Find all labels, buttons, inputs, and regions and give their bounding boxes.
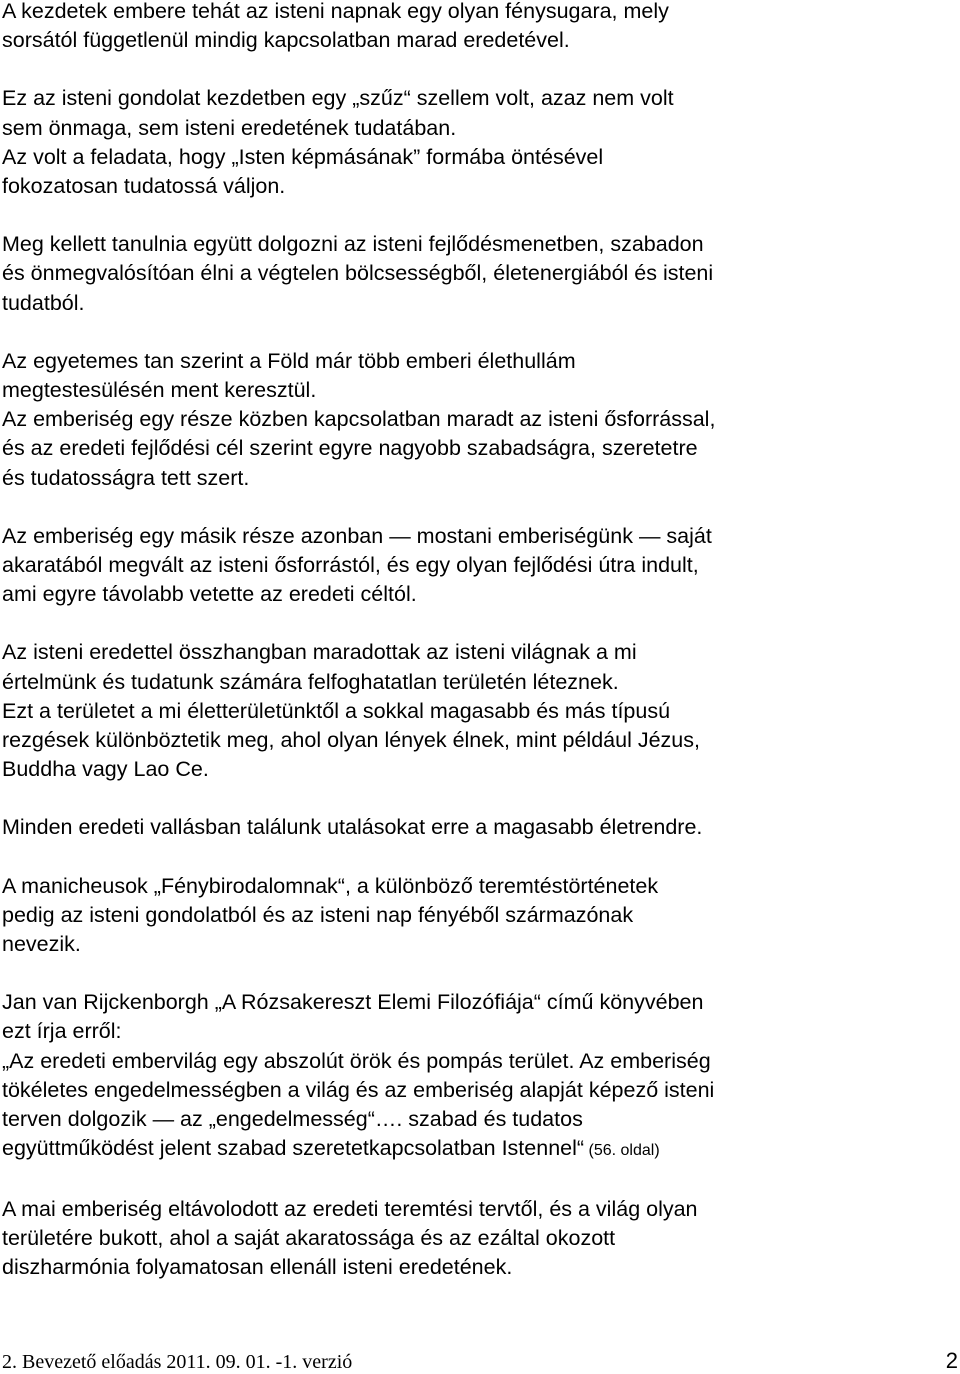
text-line: területére bukott, ahol a saját akaratossága és az ezáltal okozott xyxy=(2,1225,616,1250)
text-line: A mai emberiség eltávolodott az eredeti teremtési tervtől, és a világ olyan xyxy=(2,1196,698,1221)
text-line: és önmegvalósítóan élni a végtelen bölcsességből, életenergiából és isteni xyxy=(2,261,714,286)
text-line: Az volt a feladata, hogy „Isten képmásának” formába öntésével xyxy=(2,144,604,169)
text-line: fokozatosan tudatossá váljon. xyxy=(2,174,286,199)
text-line: Az isteni eredettel összhangban maradottak az isteni világnak a mi xyxy=(2,640,637,665)
page-number: 2 xyxy=(945,1348,958,1373)
page-citation: (56. oldal) xyxy=(584,1142,660,1160)
paragraph-9-quote xyxy=(2,988,952,1165)
footer-version-label: 2. Bevezető előadás 2011. 09. 01. -1. verzió xyxy=(2,1351,353,1373)
text-line: ezt írja erről: xyxy=(2,1019,122,1044)
text-line: Az egyetemes tan szerint a Föld már több emberi élethullám xyxy=(2,348,576,373)
text-line: és tudatosságra tett szert. xyxy=(2,465,250,490)
text-line: „Az eredeti embervilág egy abszolút örök és pompás terület. Az emberiség xyxy=(2,1048,711,1073)
text-line: diszharmónia folyamatosan ellenáll isteni eredetének. xyxy=(2,1254,513,1279)
text-line: Meg kellett tanulnia együtt dolgozni az isteni fejlődésmenetben, szabadon xyxy=(2,232,704,257)
paragraph-1 xyxy=(2,0,952,55)
quote-end-text: együttműködést jelent szabad szeretetkapcsolatban Istennel“ xyxy=(2,1136,585,1161)
text-line: rezgések különböztetik meg, ahol olyan lények élnek, mint például Jézus, xyxy=(2,728,700,753)
paragraph-2 xyxy=(2,84,952,201)
paragraph-4 xyxy=(2,347,952,493)
text-line: Az emberiség egy másik része azonban — mostani emberiségünk — saját xyxy=(2,523,712,548)
paragraph-7 xyxy=(2,813,952,842)
text-line: Az emberiség egy része közben kapcsolatban maradt az isteni ősforrással, xyxy=(2,407,716,432)
text-line: sorsától függetlenül mindig kapcsolatban marad eredetével. xyxy=(2,28,570,53)
text-line: akaratából megvált az isteni ősforrástól, és egy olyan fejlődési útra indult, xyxy=(2,553,699,578)
text-line: Jan van Rijckenborgh „A Rózsakereszt Elemi Filozófiája“ című könyvében xyxy=(2,990,704,1015)
text-line: értelmünk és tudatunk számára felfoghatatlan területén léteznek. xyxy=(2,669,619,694)
text-line: A kezdetek embere tehát az isteni napnak egy olyan fénysugara, mely xyxy=(2,0,669,23)
text-line: Minden eredeti vallásban találunk utalásokat erre a magasabb életrendre. xyxy=(2,815,703,840)
text-line: pedig az isteni gondolatból és az isteni nap fényéből származónak xyxy=(2,902,634,927)
paragraph-6 xyxy=(2,638,952,784)
document-body xyxy=(2,0,952,1282)
text-line: tökéletes engedelmességben a világ és az emberiség alapját képező isteni xyxy=(2,1077,715,1102)
paragraph-8 xyxy=(2,872,952,960)
text-line: nevezik. xyxy=(2,932,81,957)
paragraph-5 xyxy=(2,522,952,610)
text-line: Buddha vagy Lao Ce. xyxy=(2,757,209,782)
text-line: terven dolgozik — az „engedelmesség“…. szabad és tudatos xyxy=(2,1107,583,1132)
paragraph-10 xyxy=(2,1195,952,1283)
text-line: és az eredeti fejlődési cél szerint egyre nagyobb szabadságra, szeretetre xyxy=(2,436,698,461)
text-line: Ezt a területet a mi életterületünktől a sokkal magasabb és más típusú xyxy=(2,698,671,723)
text-line: A manicheusok „Fénybirodalomnak“, a különböző teremtéstörténetek xyxy=(2,873,659,898)
paragraph-3 xyxy=(2,230,952,318)
text-line: megtestesülésén ment keresztül. xyxy=(2,378,317,403)
text-line: Ez az isteni gondolat kezdetben egy „szűz“ szellem volt, azaz nem volt xyxy=(2,86,674,111)
text-line-with-citation xyxy=(2,1134,952,1165)
text-line: sem önmaga, sem isteni eredetének tudatában. xyxy=(2,115,457,140)
text-line: tudatból. xyxy=(2,290,85,315)
text-line: ami egyre távolabb vetette az eredeti céltól. xyxy=(2,582,417,607)
